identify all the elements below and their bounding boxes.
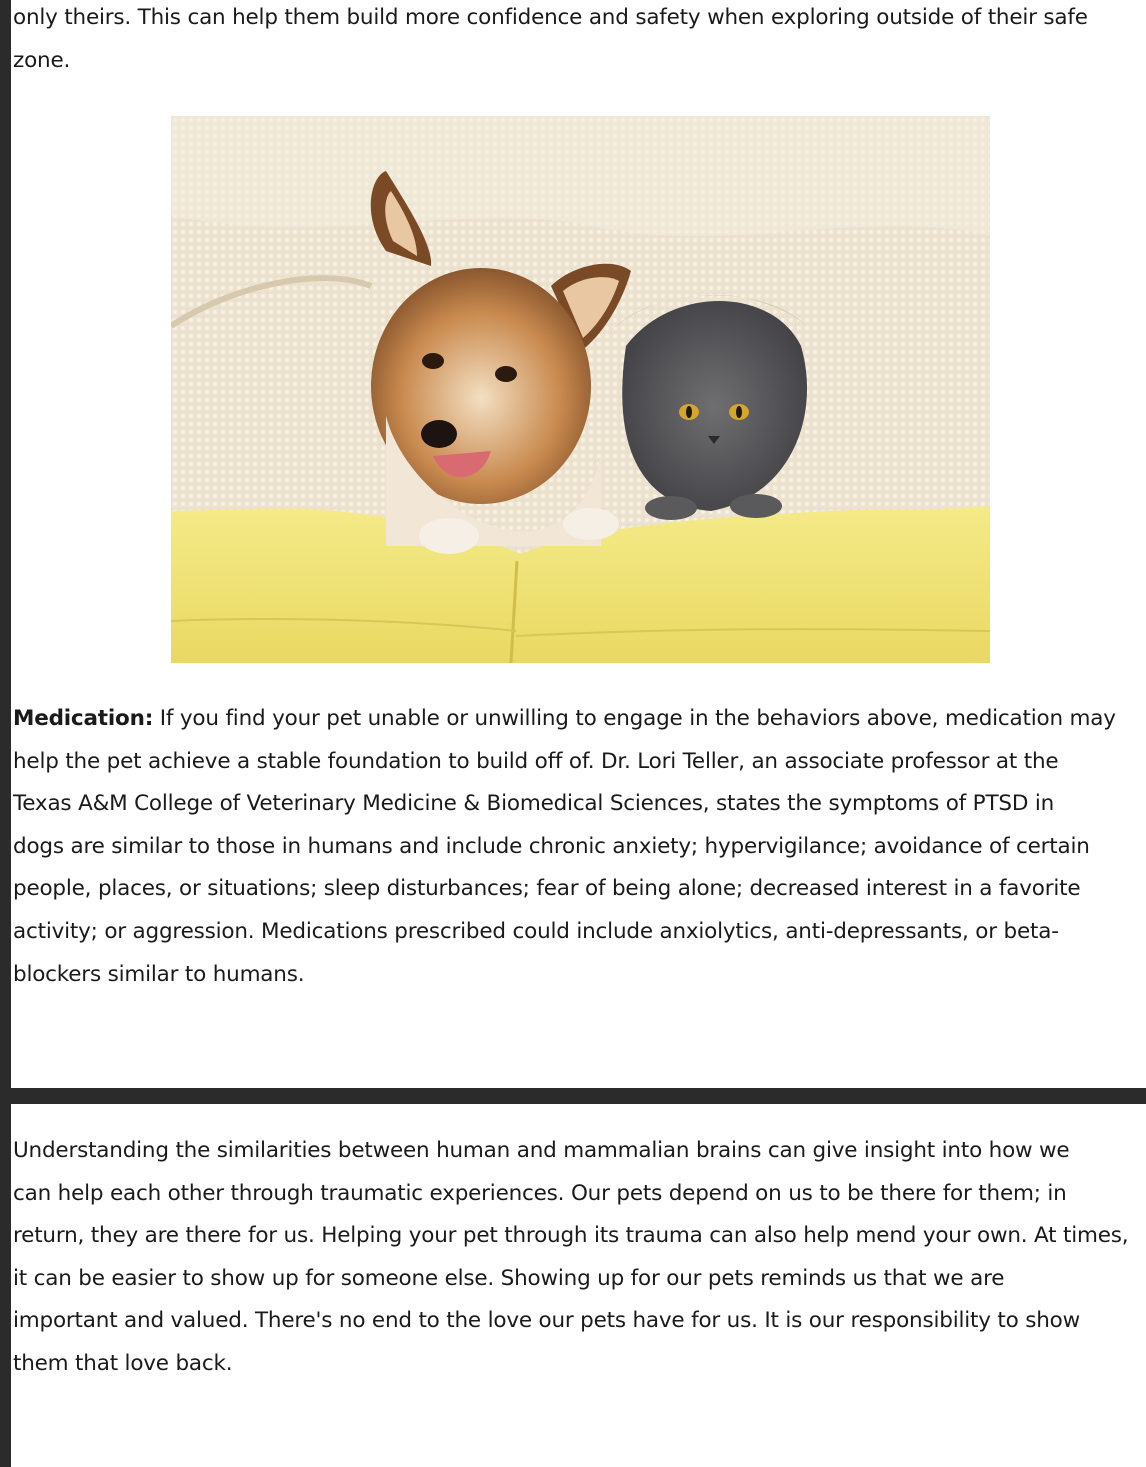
intro-paragraph: only theirs. This can help them build more confidence and safety when exploring outside of their safe zone. [13,5,1088,73]
section-divider [0,1088,1146,1104]
pet-photo [171,116,990,663]
pet-photo-illustration [171,116,990,663]
medication-paragraph [13,698,1146,996]
medication-body: If you find your pet unable or unwilling to engage in the behaviors above, medication may help the pet achieve a stable foundation to build off of. Dr. Lori Teller, an associate professor at the Texas A&M College of Veterinary Medicine & Biomedical Sciences, states the symptoms of PTSD in dogs are similar to those in humans and include chronic anxiety; hypervigilance; avoidance of certain people, places, or situations; sleep disturbances; fear of being alone; decreased interest in a favorite activity; or aggression. Medications prescribed could include anxiolytics, anti-depressants, or beta- blockers similar to humans. [13,706,1116,987]
medication-heading: Medication: [13,706,154,731]
left-margin-rule [0,0,11,1467]
closing-paragraph: Understanding the similarities between human and mammalian brains can give insight into how we can help each other through traumatic experiences. Our pets depend on us to be there for them; in return, they are there for us. Helping your pet through its trauma can also help mend your own. At times, it can be easier to show up for someone else. Showing up for our pets reminds us that we are important and valued. There's no end to the love our pets have for us. It is our responsibility to show them that love back. [13,1138,1129,1376]
article-page [13,0,1146,1467]
